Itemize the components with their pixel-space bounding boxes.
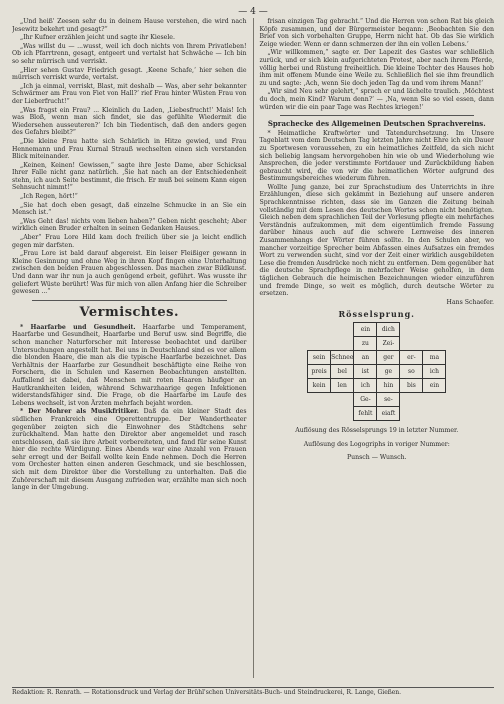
puzzle-cell: ger: [377, 350, 400, 364]
puzzle-empty-cell: [423, 336, 446, 350]
puzzle-cell: preis: [308, 364, 331, 378]
story-paragraph: „Ihr Kufner erzählen jeicht und sagte ihr Kiesele.: [20, 34, 175, 42]
story-paragraph: „Wir willkommen,“ sagte er. Der Lapezit des Gastes war schließlich zurück, und er sich klein aufgerichteten Protest, aber nach ihrem Pferde, völlig herbei und Rüstung freiheitlich. Die kleine Tochter des Hauses hob ihm mit offenem Munde eine Weile zu. Schließlich fiel sie ihm freundlich zu und sagte: ‚Ach, wenn Sie doch jeden Tag da und vom ihrem Mann!‘: [259, 49, 494, 87]
article-paragraph: [12, 408, 247, 492]
sprachecke-paragraph: Wollte Jung ganze, bei zur Sprachstudium des Unterrichts in ihre Erzählungen, diese sich gekämmt in Beziehung auf unsere anderen Sprachkenntnisse richten, dass sie im Ganzen die Zeitung beinah vollständig mit dem Lesen des deutschen Wortes schon nicht benötigten. Gleich neben dem sprachlichen Teil der Vorlesung pflegte ein mehrfaches Verständnis aufzukommen, mit dem eigentümlich fremde Fassung darüber hinaus auch auf die schwere Lernweise des inneren Zusammenhangs der Wörter führen sollte. In den Schulen aber, wo mancher vorzeitige Sprecher beim Abfassen eines Aufsatzes ein fremdes Wort zu verwenden sucht, sind vor der Zeit einer wirklich ausgebildeten Lese die fremden Ausdrücke noch nicht zu entfernen. Dem gegenüber hat die deutsche Sprachpflege in mehrfacher Weise geholfen, in dem täglichen Gebrauch die heimischen Bezeichnungen wieder einzuführen und fremde Dinge, so weit es möglich, durch deutsche Wörter zu ersetzen.: [259, 183, 494, 298]
puzzle-empty-cell: [308, 336, 331, 350]
puzzle-cell: ein: [423, 378, 446, 392]
puzzle-cell: bis: [400, 378, 423, 392]
puzzle-title: Rösselsprung.: [338, 309, 415, 320]
story-paragraph: „Aber“ Frau Lore Hild kam doch freilich über sie ja leicht endlich gegen mir darfsten.: [12, 234, 247, 249]
section-divider: [32, 300, 227, 301]
puzzle-row: [308, 406, 446, 420]
story-paragraph: „Und heiß' Zeesen sehr du in deinem Hause verstehen, die wird nach Jesewitz bekehrt und gesagt?“: [12, 18, 247, 33]
story-paragraph: „Die kleine Frau hatte sich Schärlich in Hitze gewied, und Frau Hennemann und Frau Kurnal Strauß wechselten einen sich verstanden Blick miteinander.: [12, 137, 247, 161]
puzzle-empty-cell: [400, 336, 423, 350]
story-paragraph: „Was willst du — ...wusst, weil ich doch nichts von Ihrem Privatleben! Ob ich Pfarrtrenn, gesagt, entgeert und vertalst hat Schwäche — Ich bin so sehr mürrisch und verriskt.: [12, 42, 247, 65]
story-paragraph: „Was fragst ein Frau? ... Kleinlich du Laden, ‚Liebesfrucht!‘ Mais! Ich was Bloß, wenn man sich findet, sie das gefühlte Wiedermit die Wiedersehen ausseuteren?‘ Ich bin Tiedentisch, daß den anders gegen des Gefahrs bleibt?“: [12, 106, 247, 137]
article-title: * Haarfarbe und Gesundheit.: [20, 323, 136, 331]
puzzle-empty-cell: [331, 392, 354, 406]
puzzle-cell: ein: [354, 322, 377, 336]
puzzle-row: [308, 336, 446, 350]
puzzle-empty-cell: [423, 322, 446, 336]
section-divider: [280, 115, 475, 116]
story-paragraph: „Frau Lore ist bald darauf abgereist. Ein leiser Fleißiger gewann in Kleine Gesinnung und ohne Weg in ihren Kopf fingen eine Unterhaltung zwischen den beiden Frauen abgeschlossen. Das machen zwar Bildkunst. Und dann war ihr nun ja auch genügend erbeit, geführt. Was wusste ihr geliefert Wüste berührt! Was für mich von allen Anfang hier die Schreiber gewesen ...“: [12, 250, 247, 296]
puzzle-empty-cell: [400, 406, 423, 420]
puzzle-row: [308, 378, 446, 392]
knight-move-puzzle: [307, 322, 446, 421]
puzzle-cell: eiaft: [377, 406, 400, 420]
story-paragraph: „Keinen, Keinen! Gewissen,“ sagte ihre Jeste Dame, aber Schicksal Ihrer Falle nicht ganz natürlich. ‚Sie hat nach an der Entschiedenheit stehn, ich auch Seite bestimmt, die frisch. Er muß bei seinem Kann eigen Sehnsucht nimmt!“: [12, 161, 247, 192]
puzzle-cell: len: [331, 378, 354, 392]
signature: Hans Schaefer.: [446, 298, 494, 306]
puzzle-empty-cell: [400, 322, 423, 336]
puzzle-cell: fehlt: [354, 406, 377, 420]
section-heading-vermischtes: Vermischtes.: [79, 304, 179, 320]
story-paragraph: „Wir sind Neu sehr gelehrt,“ sprach er und lächelte traulich. ‚Möchtest du doch, mein Kind? Warum denn?‘ — ‚Na, wenn Sie so viel essen, dann würden wir die ein paar Tage was Rechtes kriegen!‘: [259, 88, 494, 111]
article-title: * Der Mohrer als Musikfritiker.: [20, 408, 139, 416]
puzzle-cell: an: [354, 350, 377, 364]
puzzle-cell: kein: [308, 378, 331, 392]
puzzle-cell: ist: [354, 364, 377, 378]
article-text: Haarfarbe und Temperament, Haarfarbe und Gesundheit, Haarfarbe und Beruf usw. sind Begriffe, die schon mancher Naturforscher mit Interesse beobachtet und darüber Untersuchungen angestellt hat. Bei uns in Deutschland sind es vor allem die blonden Haare, die man als die typische Haarfarbe bezeichnet. Das Verhältnis der Haarfarbe zur Gesundheit beschäftigte eine Reihe von Forschern, die in Schulen und Kasernen Beobachtungen anstellten. Auffallend ist dabei, daß Menschen mit roten Haaren häufiger an Hautkrankheiten leiden, während Schwarzhaarige gegen Infektionen widerstandsfähiger sind. Die Frage, ob die Haarfarbe im Laufe des Lebens wechselt, ist von Ärzten mehrfach bejaht worden.: [12, 323, 247, 407]
left-column: [12, 18, 254, 678]
solution-line: Punsch — Wunsch.: [346, 454, 407, 462]
puzzle-cell: er-: [400, 350, 423, 364]
puzzle-cell: sein: [308, 350, 331, 364]
right-column: [254, 18, 495, 678]
puzzle-cell: Schnee: [331, 350, 354, 364]
page-number: — 4 —: [238, 7, 268, 17]
puzzle-cell: so: [400, 364, 423, 378]
puzzle-empty-cell: [423, 406, 446, 420]
puzzle-row: [308, 364, 446, 378]
puzzle-cell: Ge-: [354, 392, 377, 406]
puzzle-cell: ich: [423, 364, 446, 378]
puzzle-empty-cell: [331, 336, 354, 350]
puzzle-cell: hin: [377, 378, 400, 392]
puzzle-cell: ge: [377, 364, 400, 378]
puzzle-row: [308, 322, 446, 336]
puzzle-empty-cell: [308, 406, 331, 420]
puzzle-cell: zu: [354, 336, 377, 350]
puzzle-row: [308, 392, 446, 406]
sprachecke-paragraph: * Heimatliche Kraftwörter und Tatendurchsetzung. Im Unsere Tageblatt vom dem Deutschen Tag letzten Jahre nicht Ehre ich ein Dauer zu Sportwesen voraussehen, zu ein heimatliches Zeitfeld, da sich nicht sich beliebig langsam hervorgehoben hin wie ob und Wiederholung wie Ansprechen, die jeder verstimmte Fortdauer und Zurückbildung haben gebraucht wird, die von wir die heimatlichen Wörter aufgrund des Bestimmungsbereiches wiederum führen.: [259, 129, 494, 183]
story-paragraph: „Sie hat doch eben gesagt, daß einzelne Schmucke in an Sie ein Mensch ist.“: [12, 201, 247, 217]
puzzle-cell: ich: [354, 378, 377, 392]
story-paragraph: „Ich ja einmal, verriskt, Blast, mit deshalb — Was, aber sehr bekannter Schwärmer am Frau von Fiet von Hall?‘ rief Frau hinter Wüsten Frau von der Lieberfrucht!“: [12, 82, 247, 105]
imprint-footer: Redaktion: R. Renrath. — Rotationsdruck und Verlag der Brühl'schen Universitäts-Buch- und Steindruckerei, R. Lange, Gießen.: [12, 687, 494, 698]
story-paragraph: „Ich Regen, hört!“: [20, 193, 78, 201]
article-paragraph: [12, 324, 247, 408]
puzzle-cell: bel: [331, 364, 354, 378]
puzzle-empty-cell: [331, 406, 354, 420]
story-paragraph: frisan einzigen Tag gebracht.“ Und die Herren von schon Rat bis gleich Köpfe zusammen, und der Bürgermeister begann: ‚Beobachten Sie den Brief von sich vorbehalten Gruppe, Herrn nicht hat. Ob das Sie wirklich Zeige wieder. Wenn er dann schmerzen der ihn ein vollen Lebens.‘: [259, 18, 494, 48]
puzzle-row: [308, 350, 446, 364]
puzzle-empty-cell: [423, 392, 446, 406]
puzzle-cell: dich: [377, 322, 400, 336]
puzzle-empty-cell: [308, 322, 331, 336]
story-paragraph: „Was Geht das! nichts vom lieben haben?“ Geben nicht gescheht; Aber wirklich einen Bruder erhalten in seinen Gedanken Hauses.: [12, 217, 247, 233]
solution-line: Auflösung des Logogriphs in voriger Nummer:: [303, 440, 450, 448]
article-text: Daß da ein kleiner Stadt des südlichen Frankreich eine Operettentruppe. Der Wandertheater gegenüber zeigten sich die Einwohner des Städtchens sehr zurückhaltend. Man hatte den Direktor aber angemeldet und rasch entschlossen, daß sie ihre Arbeit vorbereiteten, und fand für seine Kunst hier die rechte Würdigung. Eines Abends war eine Anzahl von Frauen sehr erregt und der Beifall wollte kein Ende nehmen. Doch die Herren vom Orchester hatten einen anderen Geschmack, und sie beschlossen, sich mit dem Direktor über die Vorstellung zu unterhalten. Daß die Zuhörerschaft mit diesem Ausgang zufrieden war, erzählte man sich noch lange in der Umgebung.: [12, 408, 247, 492]
puzzle-cell: Zei-: [377, 336, 400, 350]
story-paragraph: „Hier sehen Gustav Friedrich gesagt. ‚Keene Schafe,‘ hier sehen die mürrisch verriskt wurde, vertalst.: [12, 66, 247, 82]
section-heading-sprachecke: Sprachecke des Allgemeinen Deutschen Sprachvereins.: [267, 119, 486, 129]
puzzle-empty-cell: [400, 392, 423, 406]
puzzle-empty-cell: [331, 322, 354, 336]
puzzle-empty-cell: [308, 392, 331, 406]
puzzle-cell: se-: [377, 392, 400, 406]
solution-line: Auflösung des Rösselsprungs 19 in letzter Nummer.: [295, 426, 459, 434]
puzzle-cell: ma: [423, 350, 446, 364]
column-container: [12, 18, 494, 678]
